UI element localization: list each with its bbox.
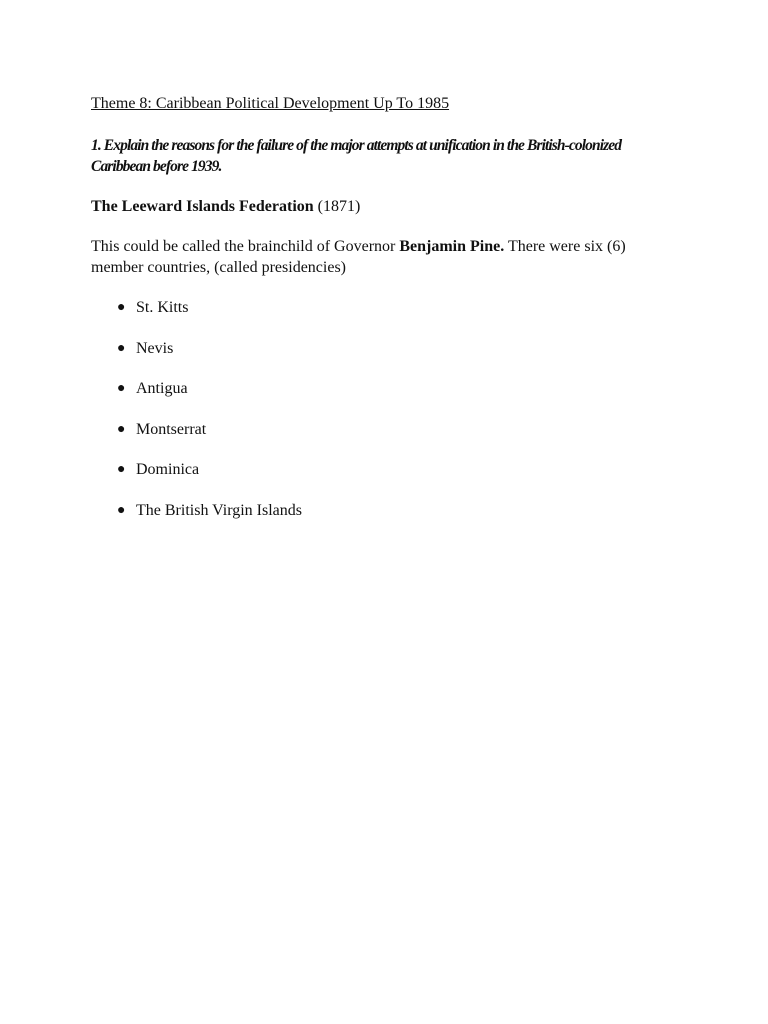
intro-text-after: There were six (6) member countries, (called presidencies): [91, 238, 626, 276]
member-name: Antigua: [136, 380, 188, 397]
bullet-icon: ●: [117, 462, 126, 477]
member-list: [91, 297, 671, 522]
list-item: [91, 378, 671, 400]
member-name: The British Virgin Islands: [136, 501, 302, 519]
member-name: Nevis: [136, 339, 174, 357]
bullet-icon: ●: [117, 340, 126, 356]
federation-year: (1871): [317, 198, 361, 215]
section-heading: [91, 196, 671, 218]
list-item: [91, 500, 671, 522]
federation-name: The Leeward Islands Federation: [91, 198, 314, 215]
intro-text-before: This could be called the brainchild of Governor: [91, 238, 400, 255]
bullet-icon: ●: [117, 502, 126, 518]
list-item: [91, 459, 671, 481]
list-item: [91, 338, 671, 360]
bullet-icon: ●: [117, 300, 126, 315]
member-name: St. Kitts: [136, 299, 189, 316]
member-name: Montserrat: [136, 420, 207, 438]
bullet-icon: ●: [117, 381, 126, 396]
list-item: [91, 419, 671, 441]
bullet-icon: ●: [117, 421, 126, 437]
theme-title: Theme 8: Caribbean Political Development Up To 1985: [91, 95, 450, 112]
document-content: [91, 93, 671, 540]
governor-name: Benjamin Pine.: [399, 238, 505, 255]
question-text: 1. Explain the reasons for the failure of the major attempts at unification in the British-colonized Caribbean before 1939.: [91, 137, 622, 175]
list-item: [91, 297, 671, 319]
member-name: Dominica: [136, 461, 200, 478]
intro-paragraph: [91, 236, 666, 278]
